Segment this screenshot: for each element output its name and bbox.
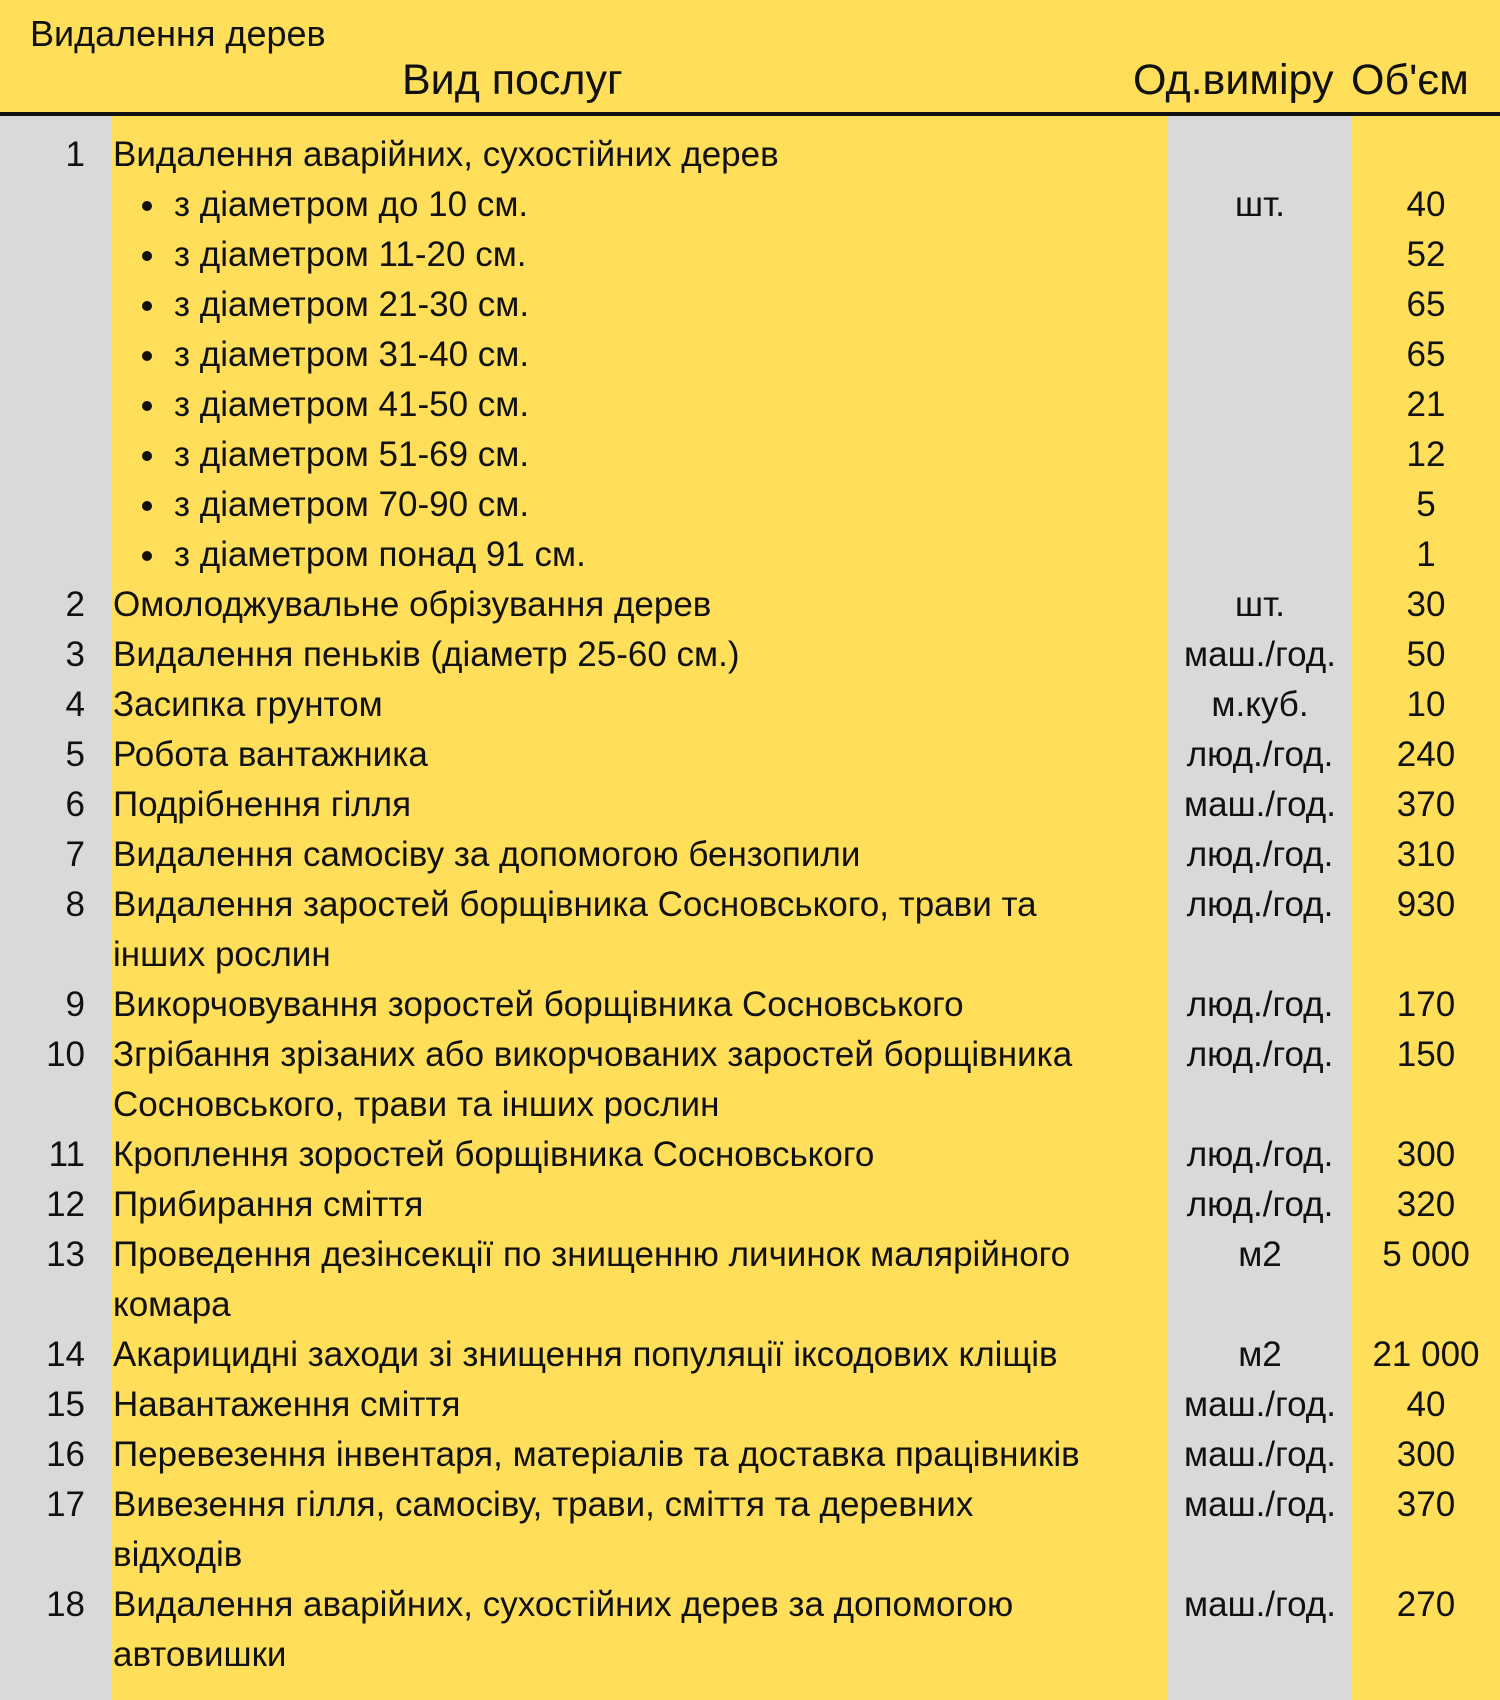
table-row [0, 580, 1500, 630]
bullet-icon [142, 551, 152, 561]
service-name: Вивезення гілля, самосіву, трави, сміття та деревних [113, 1485, 974, 1524]
table-row-continuation [0, 1630, 1500, 1680]
service-name-continued: автовишки [113, 1635, 287, 1674]
service-name: Навантаження сміття [113, 1385, 461, 1424]
service-name: Видалення пеньків (діаметр 25-60 см.) [113, 635, 740, 674]
volume-value: 50 [1406, 635, 1446, 674]
bullet-icon [142, 251, 152, 261]
table-sub-row [0, 480, 1500, 530]
table-row [0, 1130, 1500, 1180]
row-number: 11 [48, 1135, 85, 1174]
unit-value: люд./год. [1186, 1035, 1334, 1074]
unit-value: маш./год. [1184, 1585, 1336, 1624]
volume-value: 170 [1396, 985, 1456, 1024]
table-row [0, 1230, 1500, 1280]
table-header [0, 0, 1500, 116]
table-row-continuation [0, 1080, 1500, 1130]
unit-value: маш./год. [1184, 1435, 1336, 1474]
service-subitem: з діаметром понад 91 см. [174, 535, 586, 574]
row-number: 2 [65, 585, 85, 624]
row-number: 16 [46, 1435, 85, 1474]
volume-value: 65 [1406, 285, 1446, 324]
row-number: 14 [46, 1335, 85, 1374]
volume-value: 370 [1396, 1485, 1456, 1524]
unit-value: люд./год. [1186, 985, 1334, 1024]
table-row [0, 1030, 1500, 1080]
service-subitem: з діаметром 70-90 см. [174, 485, 530, 524]
service-subitem: з діаметром 21-30 см. [174, 285, 530, 324]
table-sub-row [0, 530, 1500, 580]
table-sub-row [0, 330, 1500, 380]
table-row-continuation [0, 1280, 1500, 1330]
unit-value: шт. [1235, 585, 1285, 624]
bullet-icon [142, 301, 152, 311]
volume-value: 930 [1396, 885, 1456, 924]
row-number: 17 [46, 1485, 85, 1524]
page-title: Видалення дерев [30, 13, 326, 54]
table-body [0, 130, 1500, 1680]
table-sub-row [0, 280, 1500, 330]
table-row [0, 980, 1500, 1030]
service-subitem: з діаметром 31-40 см. [174, 335, 530, 374]
volume-value: 40 [1406, 185, 1446, 224]
service-name: Видалення аварійних, сухостійних дерев за допомогою [113, 1585, 1014, 1624]
table-row [0, 880, 1500, 930]
volume-value: 5 [1416, 485, 1436, 524]
table-sub-row [0, 430, 1500, 480]
bullet-icon [142, 401, 152, 411]
volume-value: 240 [1396, 735, 1456, 774]
service-name: Видалення заростей борщівника Сосновського, трави та [113, 885, 1037, 924]
volume-value: 21 000 [1372, 1335, 1480, 1374]
row-number: 5 [65, 735, 85, 774]
table-row [0, 630, 1500, 680]
table-sub-row [0, 380, 1500, 430]
volume-value: 1 [1416, 535, 1436, 574]
row-number: 15 [46, 1385, 85, 1424]
service-subitem: з діаметром 41-50 см. [174, 385, 530, 424]
row-number: 12 [46, 1185, 85, 1224]
table-row [0, 1480, 1500, 1530]
table-row [0, 1580, 1500, 1630]
service-name: Видалення самосіву за допомогою бензопили [113, 835, 861, 874]
column-header-service: Вид послуг [402, 56, 623, 104]
volume-value: 30 [1406, 585, 1446, 624]
service-name-continued: Сосновського, трави та інших рослин [113, 1085, 720, 1124]
unit-value: маш./год. [1184, 1385, 1336, 1424]
volume-value: 12 [1406, 435, 1446, 474]
volume-value: 52 [1406, 235, 1446, 274]
table-row [0, 130, 1500, 180]
row-number: 3 [65, 635, 85, 674]
row-number: 13 [46, 1235, 85, 1274]
row-number: 18 [46, 1585, 85, 1624]
volume-value: 40 [1406, 1385, 1446, 1424]
volume-value: 370 [1396, 785, 1456, 824]
column-header-unit: Од.виміру [1133, 56, 1334, 104]
volume-value: 300 [1396, 1135, 1456, 1174]
unit-value: шт. [1235, 185, 1285, 224]
volume-value: 10 [1406, 685, 1446, 724]
volume-value: 310 [1396, 835, 1456, 874]
volume-value: 300 [1396, 1435, 1456, 1474]
service-name-continued: інших рослин [113, 935, 331, 974]
table-sub-row [0, 180, 1500, 230]
row-number: 10 [46, 1035, 85, 1074]
service-name: Робота вантажника [113, 735, 428, 774]
unit-value: люд./год. [1186, 735, 1334, 774]
unit-value: м.куб. [1211, 685, 1309, 724]
table-row [0, 830, 1500, 880]
table-row [0, 1380, 1500, 1430]
service-name: Омолоджувальне обрізування дерев [113, 585, 712, 624]
table-row [0, 730, 1500, 780]
bullet-icon [142, 201, 152, 211]
table-row [0, 780, 1500, 830]
table-row-continuation [0, 1530, 1500, 1580]
volume-value: 5 000 [1382, 1235, 1470, 1274]
unit-value: маш./год. [1184, 635, 1336, 674]
volume-value: 270 [1396, 1585, 1456, 1624]
volume-value: 150 [1396, 1035, 1456, 1074]
row-number: 4 [65, 685, 85, 724]
bullet-icon [142, 451, 152, 461]
volume-value: 21 [1406, 385, 1446, 424]
service-name: Перевезення інвентаря, матеріалів та доставка працівників [113, 1435, 1080, 1474]
row-number: 7 [65, 835, 85, 874]
table-row [0, 1180, 1500, 1230]
volume-value: 320 [1396, 1185, 1456, 1224]
service-name: Кроплення зоростей борщівника Сосновського [113, 1135, 875, 1174]
table-row [0, 1330, 1500, 1380]
service-subitem: з діаметром 51-69 см. [174, 435, 530, 474]
service-name: Акарицидні заходи зі знищення популяції іксодових кліщів [113, 1335, 1058, 1374]
service-name: Видалення аварійних, сухостійних дерев [113, 135, 779, 174]
unit-value: люд./год. [1186, 1135, 1334, 1174]
unit-value: люд./год. [1186, 885, 1334, 924]
unit-value: люд./год. [1186, 1185, 1334, 1224]
service-name: Проведення дезінсекції по знищенню личинок малярійного [113, 1235, 1071, 1274]
table-row [0, 680, 1500, 730]
header-divider [0, 112, 1500, 116]
table-sub-row [0, 230, 1500, 280]
unit-value: м2 [1238, 1235, 1282, 1274]
service-name: Прибирання сміття [113, 1185, 424, 1224]
row-number: 6 [65, 785, 85, 824]
row-number: 1 [65, 135, 85, 174]
unit-value: м2 [1238, 1335, 1282, 1374]
bullet-icon [142, 501, 152, 511]
service-name: Засипка грунтом [113, 685, 383, 724]
service-name: Подрібнення гілля [113, 785, 412, 824]
table-row-continuation [0, 930, 1500, 980]
bullet-icon [142, 351, 152, 361]
table-row [0, 1430, 1500, 1480]
unit-value: люд./год. [1186, 835, 1334, 874]
service-name-continued: комара [113, 1285, 231, 1324]
row-number: 9 [65, 985, 85, 1024]
service-subitem: з діаметром до 10 см. [174, 185, 529, 224]
column-header-volume: Об'єм [1351, 56, 1469, 104]
volume-value: 65 [1406, 335, 1446, 374]
service-subitem: з діаметром 11-20 см. [174, 235, 527, 274]
unit-value: маш./год. [1184, 1485, 1336, 1524]
unit-value: маш./год. [1184, 785, 1336, 824]
service-name: Згрібання зрізаних або викорчованих заростей борщівника [113, 1035, 1073, 1074]
row-number: 8 [65, 885, 85, 924]
service-name-continued: відходів [113, 1535, 243, 1574]
service-name: Викорчовування зоростей борщівника Сосновського [113, 985, 964, 1024]
